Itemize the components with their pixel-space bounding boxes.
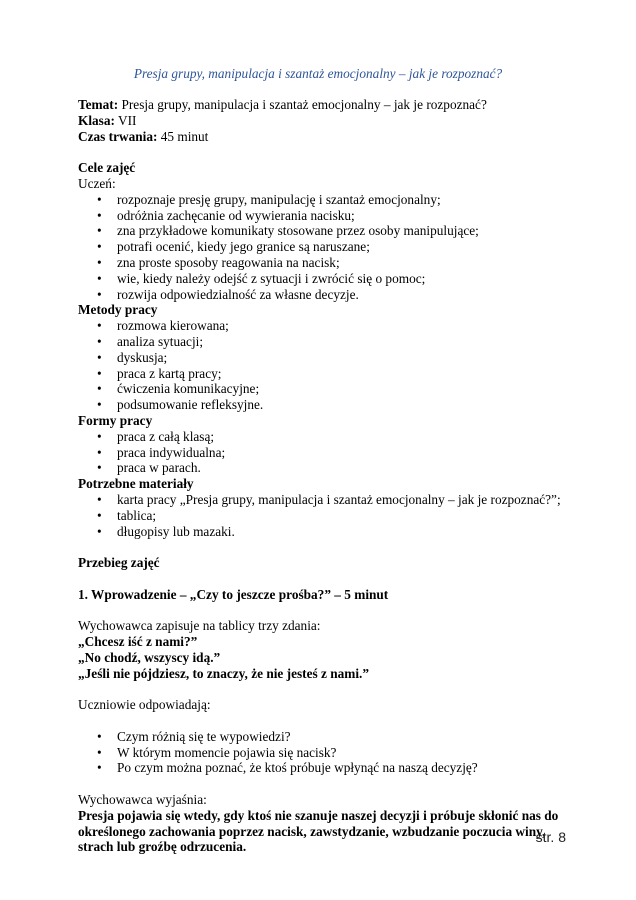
duration-value: 45 minut <box>157 128 209 144</box>
class-value: VII <box>114 112 137 128</box>
topic-value: Presja grupy, manipulacja i szantaż emocjonalny – jak je rozpoznać? <box>118 97 487 112</box>
list-item: • praca w parach. <box>78 460 558 476</box>
forms-list <box>78 429 558 476</box>
explains-intro: Wychowawca wyjaśnia: <box>78 792 207 808</box>
list-item: • dyskusja; <box>78 350 558 366</box>
list-item: • wie, kiedy należy odejść z sytuacji i zwrócić się o pomoc; <box>78 271 558 287</box>
list-item: • potrafi ocenić, kiedy jego granice są naruszane; <box>78 239 558 255</box>
list-item: • odróżnia zachęcanie od wywierania nacisku; <box>78 208 558 224</box>
document-content <box>78 97 561 855</box>
list-item: • praca indywidualna; <box>78 445 558 461</box>
list-item: • W którym momencie pojawia się nacisk? <box>78 745 558 761</box>
explanation-line: strach lub groźbę odrzucenia. <box>78 839 247 855</box>
materials-heading: Potrzebne materiały <box>78 476 194 492</box>
step1-heading: 1. Wprowadzenie – „Czy to jeszcze prośba?” – 5 minut <box>78 586 389 602</box>
list-item: • Po czym można poznać, że ktoś próbuje wpłynąć na naszą decyzję? <box>78 760 558 776</box>
procedure-heading: Przebieg zajęć <box>78 555 160 571</box>
goals-intro: Uczeń: <box>78 175 116 191</box>
duration-label: Czas trwania: <box>78 128 158 144</box>
document-header: Presja grupy, manipulacja i szantaż emocjonalny – jak je rozpoznać? <box>133 66 503 81</box>
topic-line <box>78 97 558 113</box>
sentence-1: „Chcesz iść z nami?” <box>78 634 198 650</box>
list-item: • karta pracy „Presja grupy, manipulacja i szantaż emocjonalny – jak je rozpoznać?”; <box>78 492 558 508</box>
materials-list <box>78 491 561 539</box>
questions-list <box>78 729 558 776</box>
list-item: • długopisy lub mazaki. <box>78 524 558 540</box>
list-item: • Czym różnią się te wypowiedzi? <box>78 729 558 745</box>
list-item: • rozpoznaje presję grupy, manipulację i szantaż emocjonalny; <box>78 192 558 208</box>
list-item: • podsumowanie refleksyjne. <box>78 397 558 413</box>
list-item: • analiza sytuacji; <box>78 334 558 350</box>
list-item: • zna przykładowe komunikaty stosowane przez osoby manipulujące; <box>78 223 558 239</box>
forms-heading: Formy pracy <box>78 412 153 428</box>
methods-heading: Metody pracy <box>78 302 158 318</box>
topic-label: Temat: <box>78 97 119 112</box>
duration-line <box>78 129 558 145</box>
sentence-2: „No chodź, wszyscy idą.” <box>78 649 221 665</box>
list-item: • praca z kartą pracy; <box>78 366 558 382</box>
students-intro: Uczniowie odpowiadają: <box>78 697 211 713</box>
step1-intro: Wychowawca zapisuje na tablicy trzy zdania: <box>78 618 321 634</box>
goals-heading: Cele zajęć <box>78 160 136 176</box>
list-item: • praca z całą klasą; <box>78 429 558 445</box>
explanation-line: Presja pojawia się wtedy, gdy ktoś nie szanuje naszej decyzji i próbuje skłonić nas do <box>78 807 559 823</box>
class-line <box>78 113 558 129</box>
class-label: Klasa: <box>78 112 115 128</box>
explanation-line: określonego zachowania poprzez nacisk, zawstydzanie, wzbudzanie poczucia winy, <box>78 823 546 839</box>
page-number: str. 8 <box>535 829 566 845</box>
list-item: • tablica; <box>78 508 558 524</box>
list-item: • rozmowa kierowana; <box>78 318 558 334</box>
list-item: • rozwija odpowiedzialność za własne decyzje. <box>78 287 558 303</box>
list-item: • ćwiczenia komunikacyjne; <box>78 381 558 397</box>
list-item: • zna proste sposoby reagowania na nacisk; <box>78 255 558 271</box>
goals-list <box>78 192 558 303</box>
sentence-3: „Jeśli nie pójdziesz, to znaczy, że nie jesteś z nami.” <box>78 665 369 681</box>
methods-list <box>78 318 558 413</box>
